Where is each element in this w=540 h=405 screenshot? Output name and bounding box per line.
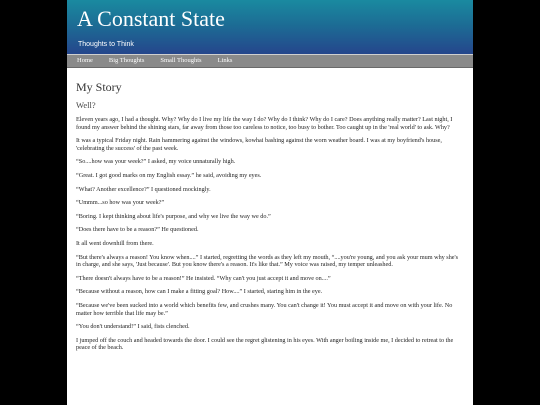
site-title[interactable]: A Constant State xyxy=(77,6,225,31)
post-paragraph: “Because without a reason, how can I make a fitting goal? How....” I started, staring him in the eye. xyxy=(76,288,323,296)
post-paragraph: “There doesn't always have to be a reason!” He insisted. “Why can't you just accept it and move on....” xyxy=(76,274,331,282)
post-paragraph: I jumped off the couch and headed towards the door. I could see the regret glistening in his eyes. With anger boiling inside me, I decided to retreat to the peace of the beach. xyxy=(76,336,454,352)
post-paragraph: Eleven years ago, I had a thought. Why? Why do I live my life the way I do? Why do I think? Why do I care? Does anything really matter? Last night, I found my answer behind the shining stars, far away from those too careless to notice, too busy to bother. Too caught up in the 'real world' to ask. Why? xyxy=(76,116,453,131)
nav-item-links[interactable]: Links xyxy=(217,57,233,64)
post-paragraph: “But there's always a reason! You know when....” I started, regretting the words as they left my mouth, “....you're young, and you ask your mum why she's in charge, and she says, 'Just because'. But you know there's a reason. It's like that.” My voice was raised, my temper unleashed. xyxy=(76,253,459,269)
post-paragraph: “What? Another excellence?” I questioned mockingly. xyxy=(76,185,211,193)
post-content xyxy=(76,80,464,358)
post-paragraph: “You don't understand!” I said, fists clenched. xyxy=(76,323,190,331)
site-header xyxy=(67,0,473,55)
nav-item-big-thoughts[interactable]: Big Thoughts xyxy=(108,57,145,64)
post-paragraph: “Does there have to be a reason?” He questioned. xyxy=(76,226,199,234)
nav-item-small-thoughts[interactable]: Small Thoughts xyxy=(160,57,202,64)
post-subtitle: Well? xyxy=(76,100,96,110)
post-paragraph: “Ummm...so how was your week?” xyxy=(76,199,165,207)
post-title: My Story xyxy=(76,80,122,94)
page-frame xyxy=(67,0,473,405)
post-paragraph: It was a typical Friday night. Rain hammering against the windows, kowhai bashing against the worn weather board. I was at my boyfriend's house, 'celebrating the success' of the past week. xyxy=(76,137,442,152)
post-paragraph: It all went downhill from there. xyxy=(76,239,154,247)
nav-item-home[interactable]: Home xyxy=(77,57,93,64)
post-paragraph: “So....how was your week?” I asked, my voice unnaturally high. xyxy=(76,158,236,166)
site-tagline: Thoughts to Think xyxy=(78,41,134,48)
post-paragraph: “Because we've been sucked into a world which benefits few, and crushes many. You can't change it! You must accept it and move on with your life. No matter how terrible that life may be.” xyxy=(76,301,453,317)
main-nav xyxy=(67,55,473,68)
post-paragraph: “Great. I got good marks on my English essay.” he said, avoiding my eyes. xyxy=(76,171,262,179)
post-paragraph: “Boring. I kept thinking about life's purpose, and why we live the way we do.” xyxy=(76,212,271,220)
